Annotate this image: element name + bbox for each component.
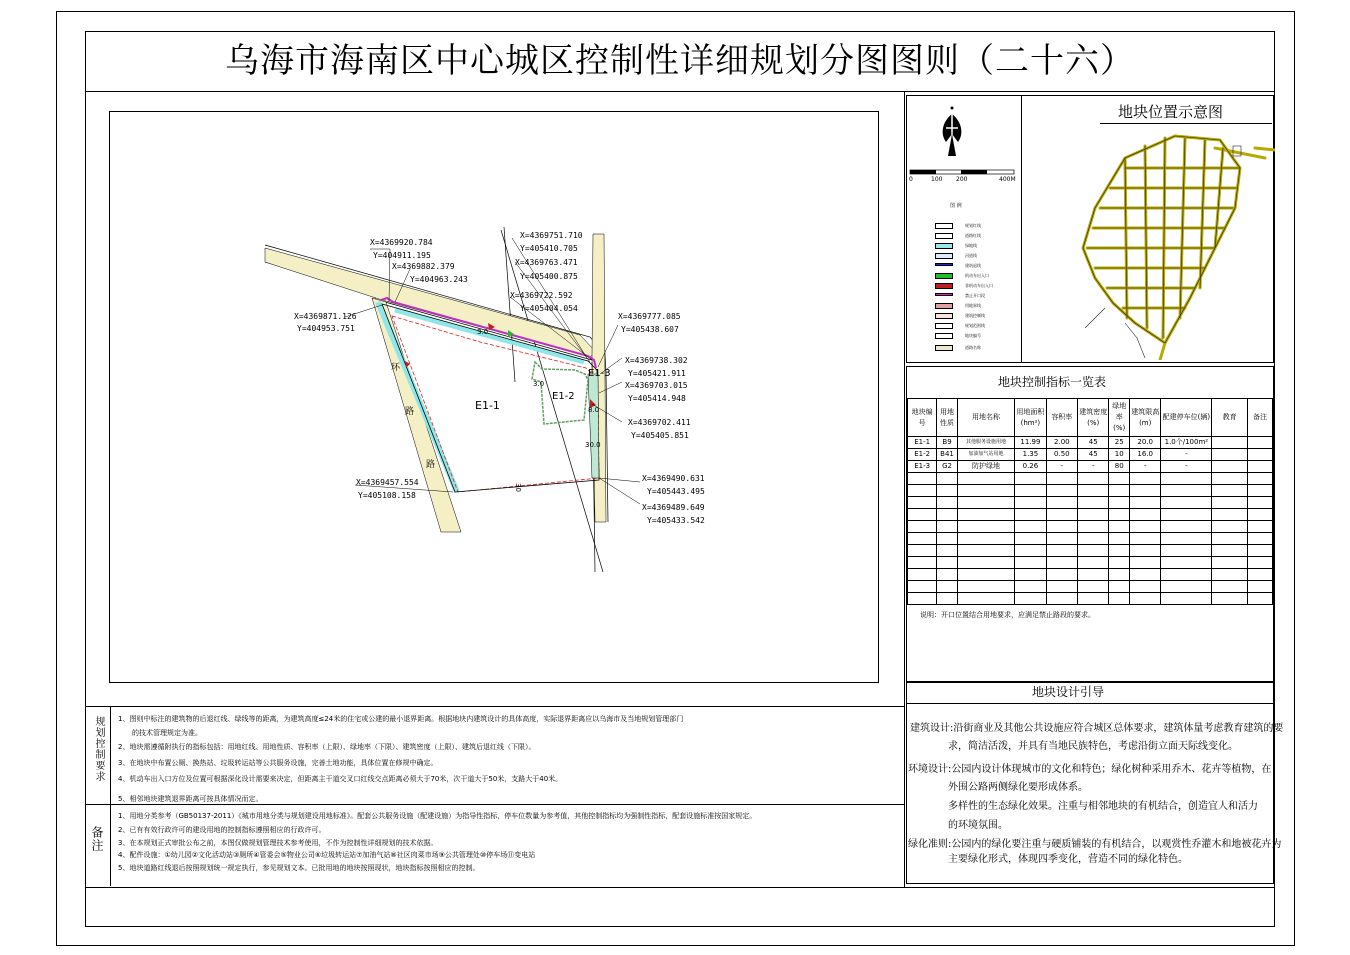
coord-x-11: X=4369457.554 xyxy=(356,478,419,487)
table-cell: G2 xyxy=(937,461,958,473)
green-strip-west xyxy=(378,302,457,492)
legend-item xyxy=(935,303,1021,311)
scale-tick-0: 0 xyxy=(909,176,913,183)
col-header: 备注 xyxy=(1248,399,1273,437)
table-cell: 45 xyxy=(1078,437,1109,449)
index-table-header-row xyxy=(908,399,1273,437)
scale-tick-200: 200 xyxy=(956,176,968,183)
coord-y-6: Y=405404.054 xyxy=(520,304,578,313)
requirement-item: 5、相邻地块建筑退界距离可按具体情况而定。 xyxy=(118,795,263,803)
coord-y-7: Y=405438.607 xyxy=(621,325,679,334)
note-item: 4、配件设施：①幼儿园②文化活动站③厕所④管委会⑤物业公司⑥垃圾转运站⑦加油气站⑧社区肉菜市场⑨公共管理处⑩停车场⑪变电站 xyxy=(118,851,536,859)
table-cell xyxy=(1212,437,1248,449)
legend-label: 建筑退线 xyxy=(965,263,981,268)
scale-tick-100: 100 xyxy=(931,176,943,183)
table-cell: 10 xyxy=(1109,449,1130,461)
side-label-divider xyxy=(110,706,111,886)
legend-heading: 图 例 xyxy=(950,203,962,209)
legend-label: 禁止开口段 xyxy=(965,293,985,298)
legend-swatch xyxy=(935,345,953,351)
table-row-empty xyxy=(908,557,1273,569)
coord-y-10: Y=405405.851 xyxy=(631,431,689,440)
col-header: 用地性质 xyxy=(937,399,958,437)
col-header: 容积率 xyxy=(1046,399,1077,437)
table-row-empty xyxy=(908,593,1273,605)
notes-section-rule xyxy=(85,804,904,805)
requirement-item: 的技术管理规定为准。 xyxy=(132,729,202,737)
coord-x-3: X=4369871.126 xyxy=(294,312,357,321)
table-row-empty xyxy=(908,485,1273,497)
table-row-empty xyxy=(908,473,1273,485)
table-cell: 45 xyxy=(1078,449,1109,461)
table-cell: 20.0 xyxy=(1130,437,1161,449)
parcel-label-e1-1: E1-1 xyxy=(475,399,500,412)
road-name-char-1: 环 xyxy=(391,363,401,373)
table-cell: B9 xyxy=(937,437,958,449)
table-cell: - xyxy=(1130,461,1161,473)
table-cell: E1-2 xyxy=(908,449,937,461)
table-cell: 16.0 xyxy=(1130,449,1161,461)
coord-y-8: Y=405421.911 xyxy=(628,369,686,378)
legend-item xyxy=(935,263,1021,271)
col-header: 建筑限高(m) xyxy=(1130,399,1161,437)
legend-swatch xyxy=(935,323,953,329)
design-guide-line: 绿化准则:公园内的绿化要注重与硬质铺装的有机结合，以观赏性乔灌木和地被花卉为 xyxy=(908,839,1282,850)
coord-x-9: X=4369703.015 xyxy=(625,381,688,390)
legend-swatch xyxy=(935,283,953,289)
coord-x-8: X=4369738.302 xyxy=(625,356,688,365)
dim-label-2: 30 xyxy=(514,483,522,492)
note-item: 5、地块道路红线退后按照规划统一规定执行，参见规划文本。已批用地的地块按照现状，地块指标按照相应的控制。 xyxy=(118,864,480,872)
col-header: 教育 xyxy=(1212,399,1248,437)
table-row xyxy=(908,437,1273,449)
location-map-title-underline xyxy=(1100,123,1272,124)
table-cell: 0.26 xyxy=(1015,461,1046,473)
legend-item xyxy=(935,243,1021,251)
design-guide-line: 多样性的生态绿化效果。注重与相邻地块的有机结合，创造宜人和活力 xyxy=(948,801,1258,812)
coord-y-13: Y=405433.542 xyxy=(647,516,705,525)
legend-label: 非机动车出入口 xyxy=(965,283,993,288)
col-header: 地块编号 xyxy=(908,399,937,437)
north-arrow-icon xyxy=(932,104,972,160)
table-cell: E1-3 xyxy=(908,461,937,473)
table-cell: 1.0个/100m² xyxy=(1161,437,1212,449)
legend-label: 规划红线 xyxy=(965,223,981,228)
coord-x-1: X=4369920.784 xyxy=(370,238,433,247)
design-guide-line: 主要绿化形式，体现四季变化，营造不同的绿化特色。 xyxy=(948,854,1188,865)
page-title: 乌海市海南区中心城区控制性详细规划分图图则（二十六） xyxy=(225,41,1135,81)
table-cell: - xyxy=(1046,461,1077,473)
requirement-item: 3、在地块中布置公厕、换热站、垃圾转运站等公共服务设施，完善土地功能，具体位置在修规中确定。 xyxy=(118,759,438,767)
legend-swatch xyxy=(935,223,953,229)
legend-swatch xyxy=(935,313,953,319)
coord-y-9: Y=405414.948 xyxy=(628,394,686,403)
table-cell: 80 xyxy=(1109,461,1130,473)
coord-x-5: X=4369763.471 xyxy=(515,258,578,267)
table-cell: - xyxy=(1161,461,1212,473)
bottom-band-divider xyxy=(85,887,1275,888)
index-table-note: 说明：开口位置结合用地要求，应满足禁止路段的要求。 xyxy=(920,611,1095,619)
location-map-side-divider xyxy=(1021,95,1022,363)
notes-label: 备注 xyxy=(90,826,104,852)
legend-item xyxy=(935,253,1021,261)
coord-y-5: Y=405400.875 xyxy=(520,272,578,281)
design-guide-title-rule xyxy=(906,703,1274,704)
design-guide-line: 环境设计:公园内设计体现城市的文化和特色；绿化树种采用乔木、花卉等植物，在 xyxy=(908,764,1272,775)
coord-y-2: Y=404963.243 xyxy=(410,275,468,284)
design-guide-title: 地块设计引导 xyxy=(1032,685,1105,699)
legend-item xyxy=(935,283,1021,291)
table-cell xyxy=(1248,437,1273,449)
legend-swatch xyxy=(935,263,953,266)
table-cell: 0.50 xyxy=(1046,449,1077,461)
table-row-empty xyxy=(908,545,1273,557)
table-cell xyxy=(1212,449,1248,461)
site-plan-map xyxy=(110,112,878,682)
coord-y-4: Y=405410.705 xyxy=(520,244,578,253)
title-divider xyxy=(85,91,1275,92)
design-guide-line: 求，简洁活泼，并具有当地民族特色，考虑沿街立面天际线变化。 xyxy=(948,741,1238,752)
road-name-char-3: 路 xyxy=(426,460,436,470)
legend-item xyxy=(935,333,1021,341)
road-east-outer xyxy=(504,227,515,382)
coord-x-13: X=4369489.649 xyxy=(642,503,705,512)
table-cell: 防护绿地 xyxy=(957,461,1014,473)
legend-label: 规划范围线 xyxy=(965,323,985,328)
col-header: 配建停车位(辆) xyxy=(1161,399,1212,437)
coord-y-11: Y=405108.158 xyxy=(358,491,416,500)
table-cell: 1.35 xyxy=(1015,449,1046,461)
table-row xyxy=(908,461,1273,473)
coord-x-12: X=4369490.631 xyxy=(642,474,705,483)
index-table-title: 地块控制指标一览表 xyxy=(998,375,1107,389)
location-overview-map xyxy=(1065,128,1275,360)
table-cell xyxy=(1248,449,1273,461)
left-column-divider xyxy=(904,91,905,887)
col-header: 绿地率(%) xyxy=(1109,399,1130,437)
parcel-label-e1-3: E1-3 xyxy=(588,368,611,379)
design-guide-line: 建筑设计:沿街商业及其他公共设施应符合城区总体要求，建筑体量考虑教育建筑的要 xyxy=(910,723,1284,734)
legend-label: 机动车出入口 xyxy=(965,273,989,278)
legend-label: 绿地线 xyxy=(965,243,977,248)
table-cell: - xyxy=(1161,449,1212,461)
table-cell: 11.99 xyxy=(1015,437,1046,449)
design-guide-line: 的环境氛围。 xyxy=(948,820,1008,831)
requirement-item: 2、地块需遵循附执行的指标包括：用地红线、用地性质、容积率（上限）、绿地率（下限）、建筑密度（上限）、建筑后退红线（下限）。 xyxy=(118,743,536,751)
legend-swatch xyxy=(935,333,953,339)
note-item: 2、已有有效行政许可的建设用地的控制指标遵照相应的行政许可。 xyxy=(118,826,326,834)
dim-label-4: 30.0 xyxy=(585,441,601,449)
legend-label: 道路名称 xyxy=(965,345,981,350)
coord-x-10: X=4369702.411 xyxy=(628,418,691,427)
table-cell: 25 xyxy=(1109,437,1130,449)
table-row-empty xyxy=(908,509,1273,521)
legend-item xyxy=(935,273,1021,281)
dim-label-5: 3.0 xyxy=(477,328,489,336)
coord-y-12: Y=405443.495 xyxy=(647,487,705,496)
table-cell: 其他服务设施用地 xyxy=(957,437,1014,449)
table-row-empty xyxy=(908,497,1273,509)
requirement-item: 4、机动车出入口方位及位置可根据深化设计需要来决定，但距离主干道交叉口红线交点距离必须大于70米，次干道大于50米，支路大于40米。 xyxy=(118,775,563,783)
legend-swatch xyxy=(935,273,953,279)
table-cell xyxy=(1212,461,1248,473)
table-cell xyxy=(1248,461,1273,473)
parcel-label-e1-2: E1-2 xyxy=(552,391,575,402)
coord-x-7: X=4369777.085 xyxy=(618,312,681,321)
legend-item xyxy=(935,223,1021,231)
dim-label-1: 3.0 xyxy=(533,380,545,388)
coord-x-6: X=4369722.592 xyxy=(510,291,573,300)
table-row-empty xyxy=(908,533,1273,545)
parcel-e1-3-boundary xyxy=(588,374,599,478)
coord-x-2: X=4369882.379 xyxy=(392,262,455,271)
requirements-section-rule xyxy=(85,706,904,707)
col-header: 用地面积(hm²) xyxy=(1015,399,1046,437)
requirement-item: 1、图则中标注的建筑物的后退红线、绿线等的距离，为建筑高度≤24米的住宅或公建的最小退界距离。根据地块内建筑设计的具体高度，实际退界距离应以乌海市及当地规划管理部门 xyxy=(118,715,684,723)
legend-item xyxy=(935,313,1021,321)
index-table xyxy=(907,398,1273,605)
table-row-empty xyxy=(908,581,1273,593)
legend-swatch xyxy=(935,243,953,249)
col-header: 建筑密度(%) xyxy=(1078,399,1109,437)
legend-swatch xyxy=(935,233,953,239)
table-row-empty xyxy=(908,521,1273,533)
table-row-empty xyxy=(908,569,1273,581)
design-guide-line: 外围公路两侧绿化要形成体系。 xyxy=(948,782,1088,793)
table-cell: - xyxy=(1078,461,1109,473)
coord-y-3: Y=404953.751 xyxy=(297,324,355,333)
legend-swatch xyxy=(935,293,953,296)
table-cell: B41 xyxy=(937,449,958,461)
table-cell: 2.00 xyxy=(1046,437,1077,449)
requirements-label: 规划控制要求 xyxy=(93,716,104,782)
coord-x-4: X=4369751.710 xyxy=(520,231,583,240)
table-row xyxy=(908,449,1273,461)
legend-label: 用地界线 xyxy=(965,303,981,308)
dim-label-3: 8.0 xyxy=(588,406,600,414)
location-map-title: 地块位置示意图 xyxy=(1118,103,1224,121)
legend-item xyxy=(935,233,1021,241)
coord-y-1: Y=404911.195 xyxy=(373,251,431,260)
note-item: 1、用地分类参考（GB50137-2011）《城市用地分类与规划建设用地标准》。配套公共服务设施（配建设施）为指导性指标，停车位数量为参考值，其他控制指标均为强制性指标，配套设施标准按国家规定。 xyxy=(118,812,757,820)
legend-item xyxy=(935,293,1021,301)
legend-swatch xyxy=(935,303,953,309)
legend-label: 河道线 xyxy=(965,253,977,258)
col-header: 用地名称 xyxy=(957,399,1014,437)
legend-label: 地块编号 xyxy=(965,333,981,338)
road-name-char-2: 路 xyxy=(405,407,415,417)
scale-tick-400: 400M xyxy=(999,176,1016,183)
table-cell: E1-1 xyxy=(908,437,937,449)
legend-label: 道路红线 xyxy=(965,233,981,238)
table-cell: 加油加气站用地 xyxy=(957,449,1014,461)
legend-item xyxy=(935,323,1021,331)
legend-label: 建筑控制线 xyxy=(965,313,985,318)
note-item: 3、在本规划正式审批公布之前，本图仅做规划管理技术参考使用，不作为控制性详细规划的技术依据。 xyxy=(118,839,438,847)
legend-swatch xyxy=(935,253,953,259)
legend-item xyxy=(935,345,1021,353)
